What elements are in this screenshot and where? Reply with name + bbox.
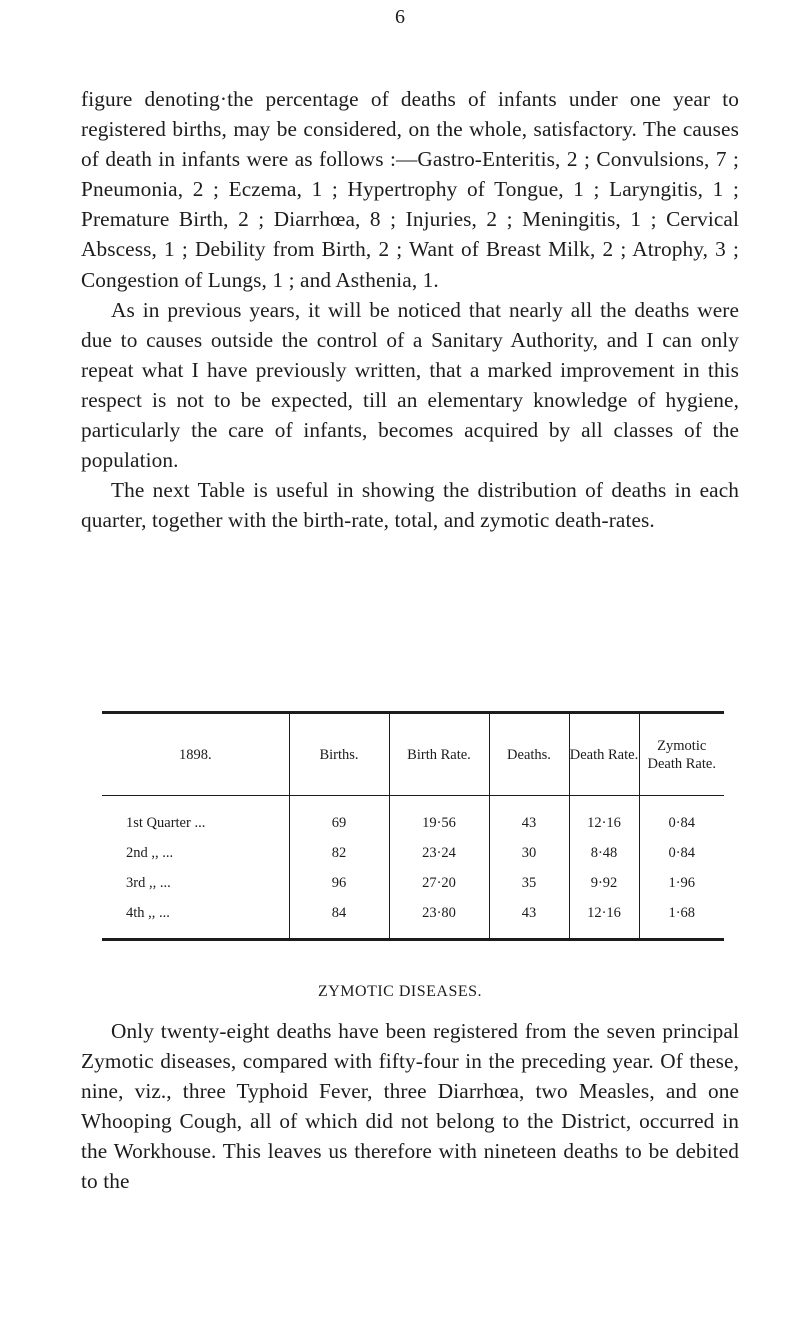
death-rate-cell: 12·16	[569, 898, 639, 938]
table-row	[102, 898, 724, 938]
table-row	[102, 838, 724, 868]
birth-rate-cell: 23·24	[389, 838, 489, 868]
quarter-label: 1st Quarter ...	[126, 814, 206, 831]
zymotic-rate-cell: 1·96	[639, 868, 724, 898]
paragraph-zymotic-deaths: Only twenty-eight deaths have been registered from the seven principal Zymotic diseases, compared with fifty-four in the preceding year. Of these, nine, viz., three Typhoid Fever, three Diarrhœa, two Measles, and one Whooping Cough, all of which did not belong to the District, occurred in the Workhouse. This leaves us therefore with nineteen deaths to be debited to the	[81, 1019, 739, 1194]
text-block-upper	[81, 84, 739, 535]
text-block-lower	[81, 1016, 739, 1197]
births-cell: 84	[289, 898, 389, 938]
table-row	[102, 796, 724, 839]
header-zymotic-death-rate: Zymotic Death Rate.	[639, 714, 724, 796]
births-cell: 82	[289, 838, 389, 868]
deaths-cell: 43	[489, 898, 569, 938]
section-heading-zymotic-diseases: ZYMOTIC DISEASES.	[317, 983, 483, 1000]
page-number: 6	[395, 6, 405, 28]
birth-rate-cell: 27·20	[389, 868, 489, 898]
header-deaths: Deaths.	[489, 714, 569, 796]
death-rate-cell: 9·92	[569, 868, 639, 898]
zymotic-rate-cell: 0·84	[639, 838, 724, 868]
header-death-rate: Death Rate.	[569, 714, 639, 796]
table-header-row	[102, 714, 724, 796]
births-cell: 69	[289, 796, 389, 839]
quarterly-death-rates-table	[102, 711, 724, 941]
quarter-label: 2nd ,, ...	[126, 844, 174, 861]
paragraph-table-intro: The next Table is useful in showing the distribution of deaths in each quarter, together with the birth-rate, total, and zymotic death-rates.	[81, 478, 739, 533]
deaths-cell: 30	[489, 838, 569, 868]
quarter-label: 3rd ,, ...	[126, 874, 171, 891]
death-rate-cell: 8·48	[569, 838, 639, 868]
birth-rate-cell: 23·80	[389, 898, 489, 938]
quarter-label: 4th ,, ...	[126, 904, 170, 921]
paragraph-infant-causes: figure denoting·the percentage of deaths of infants under one year to registered births, may be considered, on the whole, satisfactory. The causes of death in infants were as follows :—Gastro-Enteritis, 2 ; Convulsions, 7 ; Pneumonia, 2 ; Eczema, 1 ; Hypertrophy of Tongue, 1 ; Laryngitis, 1 ; Premature Birth, 2 ; Diarrhœa, 8 ; Injuries, 2 ; Meningitis, 1 ; Cervical Abscess, 1 ; Debility from Birth, 2 ; Want of Breast Milk, 2 ; Atrophy, 3 ; Congestion of Lungs, 1 ; and Asthenia, 1.	[81, 87, 739, 292]
deaths-cell: 43	[489, 796, 569, 839]
death-rate-cell: 12·16	[569, 796, 639, 839]
births-cell: 96	[289, 868, 389, 898]
deaths-cell: 35	[489, 868, 569, 898]
birth-rate-cell: 19·56	[389, 796, 489, 839]
header-birth-rate: Birth Rate.	[389, 714, 489, 796]
zymotic-rate-cell: 1·68	[639, 898, 724, 938]
header-year: 1898.	[102, 714, 289, 796]
table-row	[102, 868, 724, 898]
zymotic-rate-cell: 0·84	[639, 796, 724, 839]
paragraph-sanitary-authority: As in previous years, it will be noticed that nearly all the deaths were due to causes outside the control of a Sanitary Authority, and I can only repeat what I have previously written, that a marked improvement in this respect is not to be expected, till an elementary knowledge of hygiene, particularly the care of infants, becomes acquired by all classes of the population.	[81, 297, 739, 473]
header-births: Births.	[289, 714, 389, 796]
